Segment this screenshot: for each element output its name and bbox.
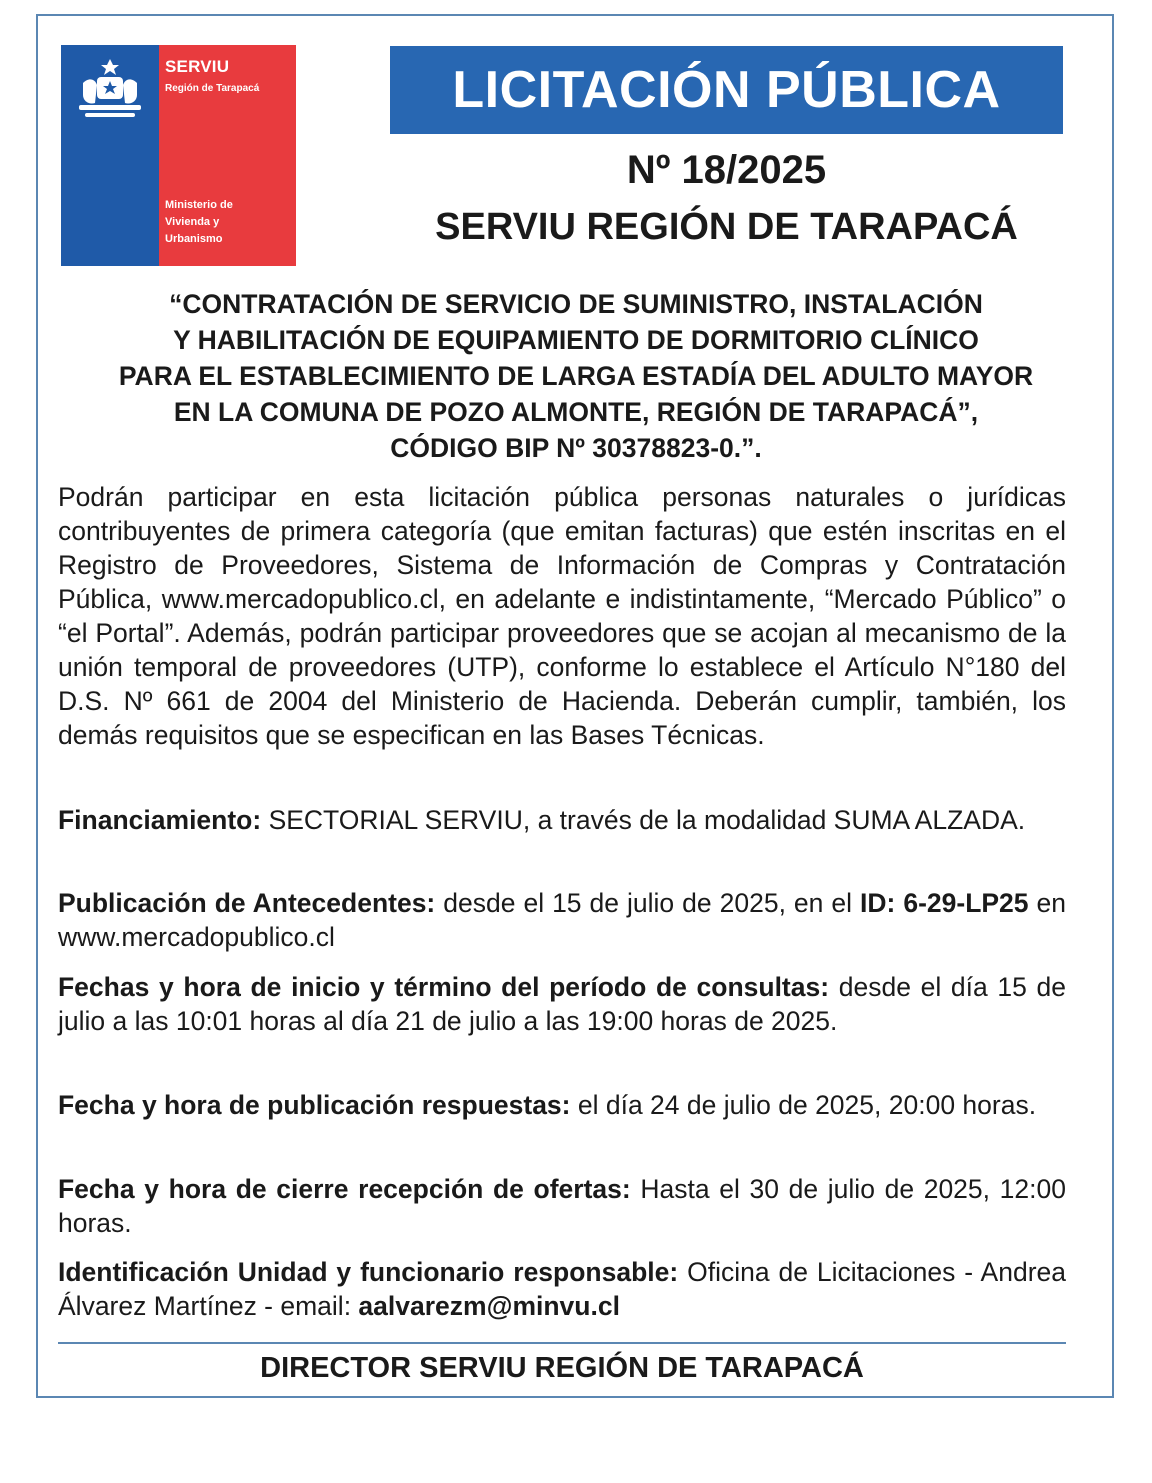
publication-label: Publicación de Antecedentes: — [58, 888, 436, 918]
tender-id: ID: 6-29-LP25 — [860, 888, 1029, 918]
financing-label: Financiamiento: — [58, 805, 262, 835]
divider — [58, 1342, 1066, 1344]
notice-title: LICITACIÓN PÚBLICA — [452, 61, 1001, 119]
project-title-line: “CONTRATACIÓN DE SERVICIO DE SUMINISTRO, INSTALACIÓN — [169, 289, 983, 319]
closing-paragraph — [58, 1172, 1066, 1240]
logo-ministry — [165, 197, 233, 248]
serviu-logo — [61, 45, 296, 266]
contact-email: aalvarezm@minvu.cl — [358, 1291, 620, 1321]
responsible-label: Identificación Unidad y funcionario responsable: — [58, 1257, 679, 1287]
signature: DIRECTOR SERVIU REGIÓN DE TARAPACÁ — [260, 1352, 864, 1384]
intro-paragraph: Podrán participar en esta licitación pública personas naturales o jurídicas contribuyentes de primera categoría (que emitan facturas) que estén inscritas en el Registro de Proveedores, Sistema de Información de Compras y Contratación Pública, www.mercadopublico.cl, en adelante e indistintamente, “Mercado Público” o “el Portal”. Además, podrán participar proveedores que se acojan al mecanismo de la unión temporal de proveedores (UTP), conforme lo establece el Artículo N°180 del D.S. Nº 661 de 2004 del Ministerio de Hacienda. Deberán cumplir, también, los demás requisitos que se especifican en las Bases Técnicas. — [58, 482, 1066, 750]
queries-text: desde el día 15 de julio a las 10:01 horas al día 21 de julio a las 19:00 horas de 2025. — [58, 972, 1066, 1036]
financing-paragraph — [58, 803, 1066, 837]
logo-brand: SERVIU — [165, 57, 230, 76]
closing-label: Fecha y hora de cierre recepción de ofertas: — [58, 1174, 631, 1204]
project-title-line: EN LA COMUNA DE POZO ALMONTE, REGIÓN DE TARAPACÁ”, — [173, 397, 979, 427]
logo-region: Región de Tarapacá — [165, 83, 260, 94]
responsible-paragraph — [58, 1255, 1066, 1323]
tender-number: Nº 18/2025 — [626, 148, 827, 192]
answers-paragraph — [58, 1088, 1066, 1122]
logo-red-panel — [159, 45, 296, 266]
project-title-line: PARA EL ESTABLECIMIENTO DE LARGA ESTADÍA DEL ADULTO MAYOR — [118, 361, 1034, 391]
coat-of-arms-icon — [71, 53, 149, 125]
queries-paragraph — [58, 970, 1066, 1038]
logo-ministry-line: Vivienda y — [165, 216, 220, 228]
project-title — [50, 286, 1102, 466]
logo-ministry-line: Urbanismo — [165, 233, 223, 245]
publication-paragraph — [58, 886, 1066, 954]
answers-label: Fecha y hora de publicación respuestas: — [58, 1090, 571, 1120]
answers-text: el día 24 de julio de 2025, 20:00 horas. — [570, 1090, 1037, 1120]
project-title-line: Y HABILITACIÓN DE EQUIPAMIENTO DE DORMITORIO CLÍNICO — [173, 325, 979, 355]
organization-name: SERVIU REGIÓN DE TARAPACÁ — [435, 206, 1018, 248]
responsible-text: Oficina de Licitaciones - Andrea Álvarez Martínez - email: — [58, 1257, 1066, 1321]
closing-text: Hasta el 30 de julio de 2025, 12:00 horas. — [58, 1174, 1066, 1238]
publication-text: desde el 15 de julio de 2025, en el — [435, 888, 861, 918]
title-banner — [390, 46, 1063, 134]
publication-site: en www.mercadopublico.cl — [58, 888, 1067, 952]
queries-label: Fechas y hora de inicio y término del período de consultas: — [58, 972, 830, 1002]
logo-ministry-line: Ministerio de — [165, 199, 233, 211]
project-title-line: CÓDIGO BIP Nº 30378823-0.”. — [390, 433, 762, 463]
financing-text: SECTORIAL SERVIU, a través de la modalidad SUMA ALZADA. — [261, 805, 1026, 835]
logo-blue-panel — [61, 45, 159, 266]
